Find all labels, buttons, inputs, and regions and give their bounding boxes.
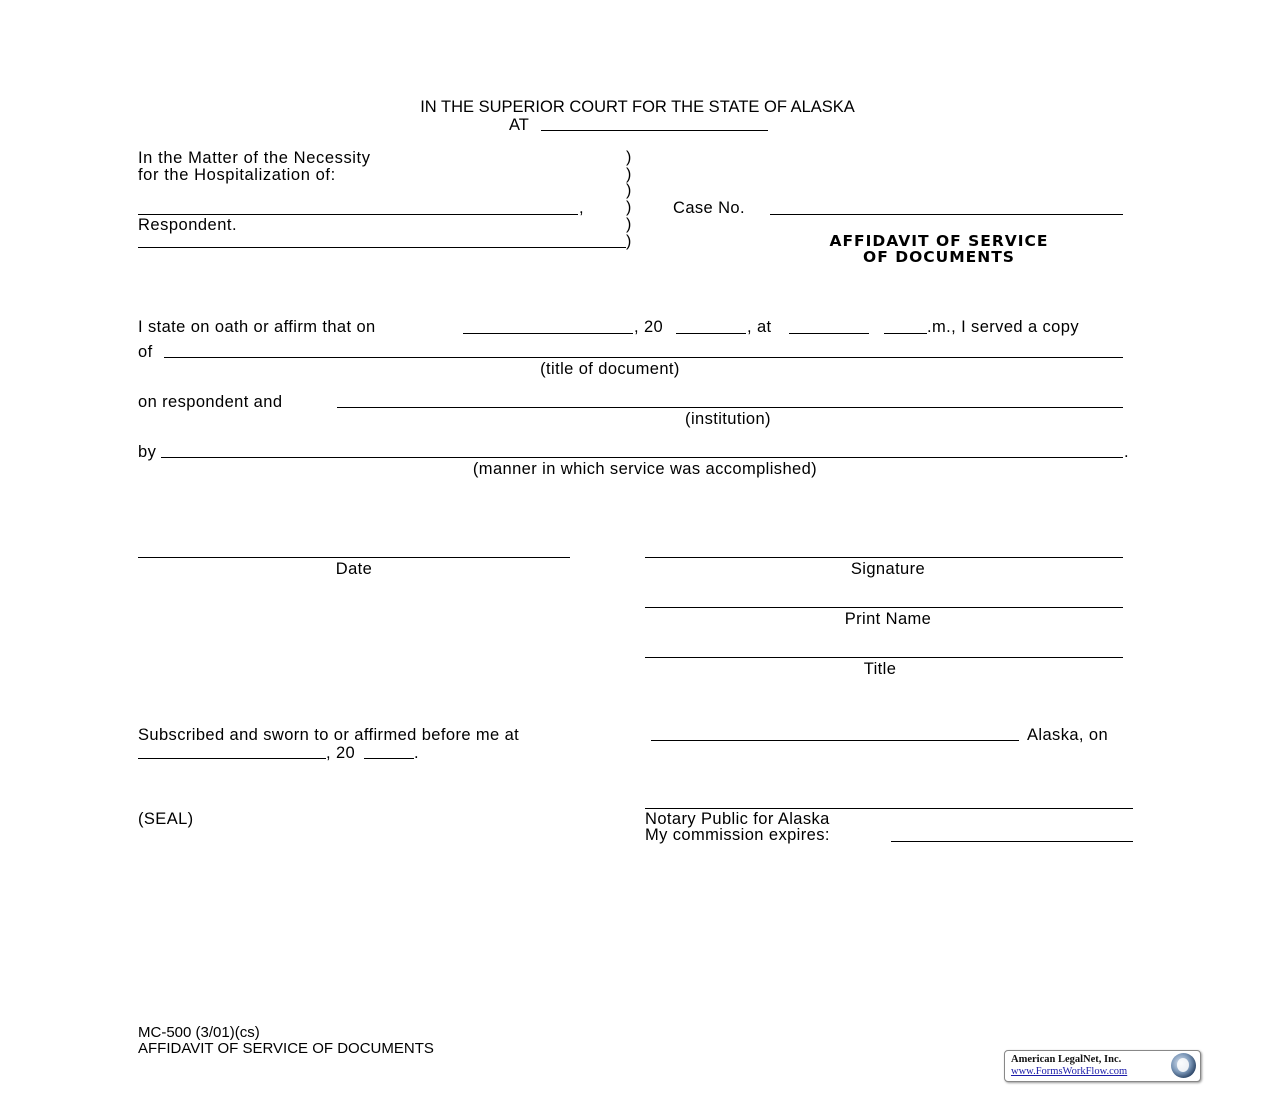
notary-signature-field[interactable] <box>645 808 1133 809</box>
notary-year-period: . <box>414 744 419 762</box>
logo-url-link[interactable]: www.FormsWorkFlow.com <box>1011 1066 1128 1077</box>
court-heading: IN THE SUPERIOR COURT FOR THE STATE OF ALASKA <box>420 98 855 116</box>
by-label: by <box>138 443 157 461</box>
print-name-label: Print Name <box>844 610 932 628</box>
american-legalnet-logo[interactable] <box>1004 1050 1201 1082</box>
document-title-field[interactable] <box>164 357 1123 358</box>
service-date-field[interactable] <box>463 333 633 334</box>
document-title-line-1: AFFIDAVIT OF SERVICE <box>829 232 1049 250</box>
manner-caption: (manner in which service was accomplished) <box>472 460 818 478</box>
notary-year-prefix: , 20 <box>326 744 356 762</box>
caption-paren: ) <box>626 199 632 216</box>
seal-label: (SEAL) <box>138 810 194 828</box>
institution-caption: (institution) <box>685 410 771 428</box>
caption-paren: ) <box>626 216 632 233</box>
form-number: MC-500 (3/01)(cs) <box>138 1024 260 1041</box>
of-label: of <box>138 343 153 361</box>
title-of-document-caption: (title of document) <box>540 360 680 378</box>
oath-text: I state on oath or affirm that on <box>138 318 376 336</box>
year-prefix: , 20 <box>634 318 664 336</box>
signature-label: Signature <box>850 560 926 578</box>
caption-paren: ) <box>626 149 632 166</box>
caption-paren: ) <box>626 182 632 199</box>
title-label: Title <box>863 660 897 678</box>
case-no-field[interactable] <box>770 214 1123 215</box>
case-no-label: Case No. <box>673 199 745 217</box>
at-label: AT <box>509 116 529 134</box>
commission-label: My commission expires: <box>645 826 830 844</box>
on-respondent-label: on respondent and <box>138 393 283 411</box>
service-time-field[interactable] <box>789 333 869 334</box>
at-text: , at <box>747 318 772 336</box>
service-manner-field[interactable] <box>161 457 1123 458</box>
notary-public-label: Notary Public for Alaska <box>645 810 830 828</box>
court-location-field[interactable] <box>541 130 768 131</box>
globe-icon <box>1171 1053 1196 1078</box>
notary-year-field[interactable] <box>364 758 414 759</box>
served-copy-text: .m., I served a copy <box>927 318 1079 336</box>
date-label: Date <box>335 560 373 578</box>
subscribed-text: Subscribed and sworn to or affirmed before me at <box>138 726 520 744</box>
caption-paren: ) <box>626 166 632 183</box>
logo-company: American LegalNet, Inc. <box>1011 1054 1122 1065</box>
matter-line-2: for the Hospitalization of: <box>138 166 336 184</box>
notary-location-field[interactable] <box>651 740 1019 741</box>
print-name-field[interactable] <box>645 607 1123 608</box>
document-title-line-2: OF DOCUMENTS <box>863 248 1015 266</box>
respondent-comma: , <box>579 199 584 217</box>
alaska-on-text: Alaska, on <box>1027 726 1109 744</box>
signature-field[interactable] <box>645 557 1123 558</box>
caption-paren: ) <box>626 233 632 250</box>
title-field[interactable] <box>645 657 1123 658</box>
form-footer-title: AFFIDAVIT OF SERVICE OF DOCUMENTS <box>138 1040 434 1057</box>
date-signed-field[interactable] <box>138 557 570 558</box>
respondent-label: Respondent. <box>138 216 238 234</box>
commission-expires-field[interactable] <box>891 841 1133 842</box>
caption-bottom-line <box>138 247 626 248</box>
am-pm-field[interactable] <box>884 333 927 334</box>
notary-date-field[interactable] <box>138 758 326 759</box>
by-period: . <box>1124 443 1129 461</box>
service-year-field[interactable] <box>676 333 746 334</box>
institution-field[interactable] <box>337 407 1123 408</box>
matter-line-1: In the Matter of the Necessity <box>138 149 371 167</box>
respondent-name-field[interactable] <box>138 214 578 215</box>
